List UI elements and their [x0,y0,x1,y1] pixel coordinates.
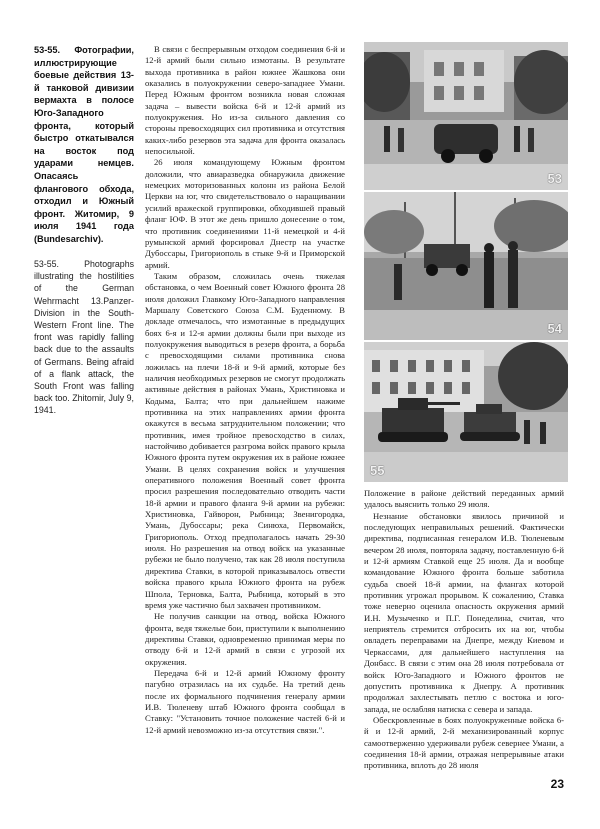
photo-54-image [364,192,568,340]
caption-russian: 53-55. Фотографии, иллюстрирующие боевые действия 13-й танковой дивизии вермахта в полосе Юго-Западного фронта, который быстро откатывался на восток под ударами немцев. Опасаясь флангового обхода, отходил и Южный фронт. Житомир, 9 июля 1941 года (Bundesarchiv). [34,45,134,244]
paragraph: Незнание обстановки явилось причиной и последующих неправильных решений. Фактически директива, подписанная генералом И.В. Тюленевым вечером 28 июля, повторяла задачу, поставленную 6-й и 12-й армиям Ставкой еще 25 июля. Да и вообще командование Южного фронта больше заботила судьба своей 18-й армии, на флангах которой противник угрожал прорывом. К сожалению, Ставка тоже неверно оценила опасность окружения армий И.Н. Музыченко и П.Г. Понеделина, считая, что неприятель стремится отбросить их на юг, чтобы овладеть переправами на Днепре, между Киевом и Черкассами, для дальнейшего наступления на Донбасс. В связи с этим она 28 июля потребовала от войск Юго-Западного и Южного фронтов не допустить противника к Днепру. А противник продолжал захлестывать петлю с востока и юго-запада, не ослабляя натиска с севера и запада. [364,510,564,714]
photo-54 [364,192,568,340]
photo-54-number: 54 [547,321,562,336]
paragraph: Передача 6-й и 12-й армий Южному фронту пагубно отразилась на их судьбе. На третий день после их формального подчинения генералу армии И.В. Тюленеву штаб Южного фронта сообщал в Ставку: "Установить точное положение частей 6-й и 12-й армий невозможно из-за отсутствия связи.". [145,667,345,735]
text-column-right [364,488,564,772]
paragraph: Не получив санкции на отвод, войска Южного фронта, ведя тяжелые бои, приступили к выполнению директивы Ставки, одновременно принимая меры по отводу 6-й и 12-й армий в связи с угрозой их окружения. [145,611,345,667]
paragraph: 26 июля командующему Южным фронтом доложили, что авиаразведка обнаружила движение немецких моторизованных колонн из района Белой Церкви на юг, что свидетельствовало о наращивании усилий вражеской группировки, обходившей правый фланг ЮФ. В этот же день пришло донесение о том, что противник соединениями 11-й немецкой и 4-й румынской армий форсировал Днестр на участке Дубоссары, Григориополь в стыке 9-й и Приморской армий. [145,157,345,270]
photo-53-number: 53 [547,171,562,186]
paragraph: В связи с беспрерывным отходом соединения 6-й и 12-й армий были сильно измотаны. В результате выхода противника в район южнее Жашкова они оказались в полуокружении северо-западнее Умани. Перед Южным фронтом возникла новая сложная задача – вывести войска 6-й и 12-й армий из полуокружения. Но из-за сильного давления со стороны превосходящих сил противника и отсутствия каких-либо резервов эта задача для фронта оказалась непосильной. [145,44,345,157]
photo-55-image [364,342,568,482]
photo-55 [364,342,568,482]
photo-53-image [364,42,568,190]
paragraph: Таким образом, сложилась очень тяжелая обстановка, о чем Военный совет Южного фронта 28 июля доложил Главкому Юго-Западного направления Маршалу Советского Союза С.М. Буденному. В докладе отмечалось, что измотанные в предыдущих боях 6-я и 12-я армии должны были при выходе из полуокружения выводиться в резерв фронта, а борьба с превосходящими силами противника снова ложилась на плечи 18-й и 9-й армий, которые без наличия необходимых резервов не смогут продолжать активные действия в районах Умань, Христиновка и Кодыма, Балта; что при дальнейшем нажиме противника на этих направлениях армии фронта окажутся в весьма затруднительном положении; что противник, имея тройное превосходство в силах, настойчиво добивается разгрома войск правого крыла Южного фронта путем окружения их в районе южнее Умани. В целях сохранения войск и улучшения оперативного положения Военный совет фронта просил разрешения последовательно отводить части 18-й армии и правого фланга 9-й армии на рубежи: Христиновка, Гайворон, Рыбница; Звенигородка, Умань, Дубоссары; река Синюха, Первомайск, Григориополь. Отход предполагалось начать 29-30 июля. Но разрешения на отвод войск на указанные рубежи не было получено, так как 28 июля поступила директива Ставки, в которой приказывалось отвести войска правого крыла Южного фронта на рубеж Шпола, Терновка, Балта, Рыбница, который в это время уже частично был захвачен противником. [145,270,345,610]
caption-english: 53-55. Photographs illustrating the hostilities of the German Wehrmacht 13.Panzer-Division in the South-Western Front line. The front was rapidly falling back due to the assaults of Germans. Being afraid of a flank attack, the South Front was falling back too. Zhitomir, July 9, 1941. [34,259,134,416]
paragraph: Положение в районе действий переданных армий удалось выяснить только 29 июля. [364,488,564,510]
text-column-middle [145,44,345,736]
photo-55-number: 55 [370,463,385,478]
page-number: 23 [550,777,564,791]
paragraph: Обескровленные в боях полуокруженные войска 6-й и 12-й армий, 2-й механизированный корпус самоотверженно удерживали рубеж севернее Умани, а соединения 18-й армии, отражая непрерывные атаки противника, вплоть до 28 июля [364,714,564,771]
photo-53 [364,42,568,190]
